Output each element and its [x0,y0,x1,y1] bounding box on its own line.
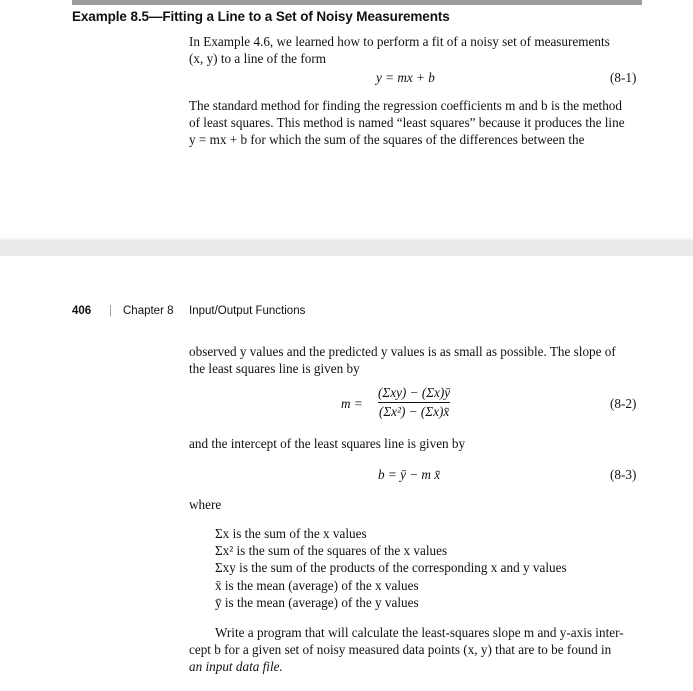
task-line-3: an input data file. [189,659,283,674]
equation-8-3: b = ȳ − m x̄ [378,467,441,482]
equation-8-3-number: (8-3) [610,467,637,482]
definition-item: ȳ is the mean (average) of the y values [215,594,419,610]
chapter-title: Input/Output Functions [189,305,306,317]
equation-8-1-number: (8-1) [610,70,637,85]
page-number: 406 [72,305,92,317]
example-title: Example 8.5—Fitting a Line to a Set of Noisy Measurements [72,9,450,24]
header-separator: | [109,305,112,317]
para2-line-3: y = mx + b for which the sum of the squares of the differences between the [189,132,585,147]
definition-item: Σx is the sum of the x values [215,526,367,541]
para2-line-1: The standard method for finding the regression coefficients m and b is the method [189,98,622,113]
equation-8-2-number: (8-2) [610,396,637,411]
slope-fraction [378,385,450,420]
equation-8-2-lhs: m = [341,396,363,411]
intercept-text: and the intercept of the least squares line is given by [189,436,466,451]
fraction-denominator: (Σx²) − (Σx)x̄ [378,404,450,419]
task-line-1: Write a program that will calculate the least-squares slope m and y-axis inter- [215,625,624,640]
chapter-label: Chapter 8 [123,305,174,317]
where-label: where [189,497,222,512]
top-rule [72,0,642,5]
fraction-numerator: (Σxy) − (Σx)ȳ [378,385,451,400]
definition-item: x̄ is the mean (average) of the x values [215,577,419,593]
definitions-list [215,525,567,611]
equation-8-1: y = mx + b [376,70,435,85]
task-line-2: cept b for a given set of noisy measured data points (x, y) that are to be found in [189,642,612,657]
cont-line-1: observed y values and the predicted y values is as small as possible. The slope of [189,344,616,359]
para2-line-2: of least squares. This method is named “least squares” because it produces the line [189,115,625,130]
cont-line-2: the least squares line is given by [189,361,360,376]
intro-line-1: In Example 4.6, we learned how to perform a fit of a noisy set of measurements [189,34,610,49]
intro-line-2: (x, y) to a line of the form [189,51,326,66]
definition-item: Σxy is the sum of the products of the corresponding x and y values [215,560,567,576]
definition-item: Σx² is the sum of the squares of the x values [215,543,448,559]
fraction-bar [378,402,450,403]
page-gap [0,240,693,256]
